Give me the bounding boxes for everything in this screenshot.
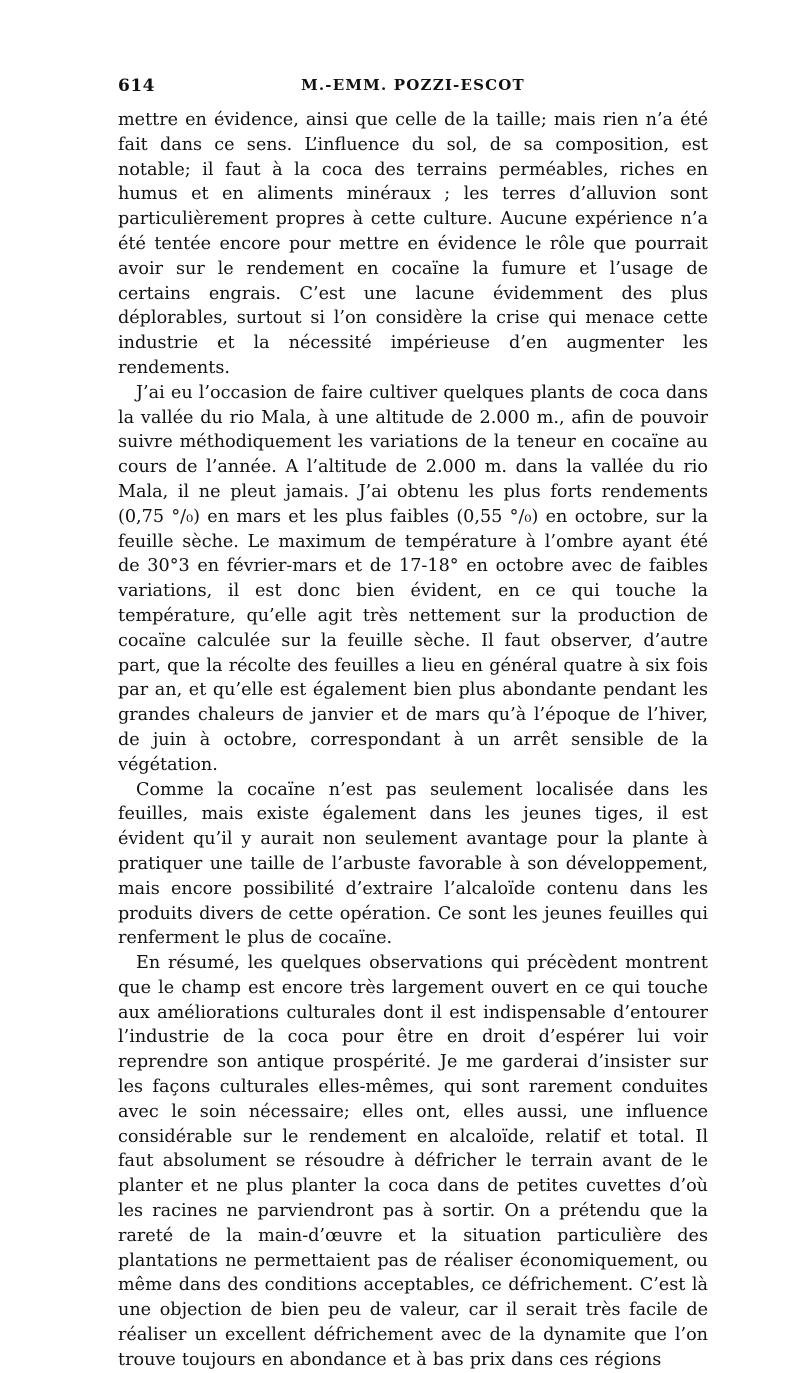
paragraph-rio-mala: J’ai eu l’occasion de faire cultiver quelques plants de coca dans la vallée du rio Mala, à une altitude de 2.000 m., afin de pouvoir suivre méthodiquement les variations de la teneur en cocaïne au cours de l’année. A l’altitude de 2.000 m. dans la vallée du rio Mala, il ne pleut jamais. J’ai obtenu les plus forts rendements (0,75 °/₀) en mars et les plus faibles (0,55 °/₀) en octobre, sur la feuille sèche. Le maximum de température à l’ombre ayant été de 30°3 en février-mars et de 17-18° en octobre avec de faibles variations, il est donc bien évident, en ce qui touche la température, qu’elle agit très nettement sur la production de cocaïne calculée sur la feuille sèche. Il faut observer, d’autre part, que la récolte des feuilles a lieu en général quatre à six fois par an, et qu’elle est également bien plus abondante pendant les grandes chaleurs de janvier et de mars qu’à l’époque de l’hiver, de juin à octobre, correspondant à un arrêt sensible de la végétation. — [118, 382, 708, 775]
paragraph-continuation: mettre en évidence, ainsi que celle de la taille; mais rien n’a été fait dans ce sens. L’influence du sol, de sa composition, est notable; il faut à la coca des terrains perméables, riches en humus et en aliments minéraux ; les terres d’alluvion sont particulièrement propres à cette culture. Aucune expérience n’a été tentée encore pour mettre en évidence le rôle que pourrait avoir sur le rendement en cocaïne la fumure et l’usage de certains engrais. C’est une lacune évidemment des plus déplorables, surtout si l’on considère la crise qui menace cette industrie et la nécessité impérieuse d’en augmenter les rendements. — [118, 110, 708, 378]
book-page — [118, 72, 708, 1373]
page-header — [118, 72, 708, 100]
body-text — [118, 108, 708, 1373]
paragraph-resume: En résumé, les quelques observations qui précèdent montrent que le champ est encore très largement ouvert en ce qui touche aux améliorations culturales dont il est indispensable d’entourer l’industrie de la coca pour être en droit d’espérer lui voir reprendre son antique prospérité. Je me garderai d’insister sur les façons culturales elles-mêmes, qui sont rarement conduites avec le soin nécessaire; elles ont, elles aussi, une influence considérable sur le rendement en alcaloïde, relatif et total. Il faut absolument se résoudre à défricher le terrain avant de le planter et ne plus planter la coca dans de petites cuvettes d’où les racines ne parviendront pas à sortir. On a prétendu que la rareté de la main-d’œuvre et la situation particulière des plantations ne permettaient pas de réaliser économiquement, ou même dans des conditions acceptables, ce défrichement. C’est là une objection de bien peu de valeur, car il serait très facile de réaliser un excellent défrichement avec de la dynamite que l’on trouve toujours en abondance et à bas prix dans ces régions — [118, 953, 708, 1370]
running-title: M.-EMM. POZZI-ESCOT — [301, 76, 525, 94]
page-number: 614 — [118, 76, 155, 96]
paragraph-jeunes-tiges: Comme la cocaïne n’est pas seulement localisée dans les feuilles, mais existe également dans les jeunes tiges, il est évident qu’il y aurait non seulement avantage pour la plante à pratiquer une taille de l’arbuste favorable à son développement, mais encore possibilité d’extraire l’alcaloïde contenu dans les produits divers de cette opération. Ce sont les jeunes feuilles qui renferment le plus de cocaïne. — [118, 779, 708, 949]
